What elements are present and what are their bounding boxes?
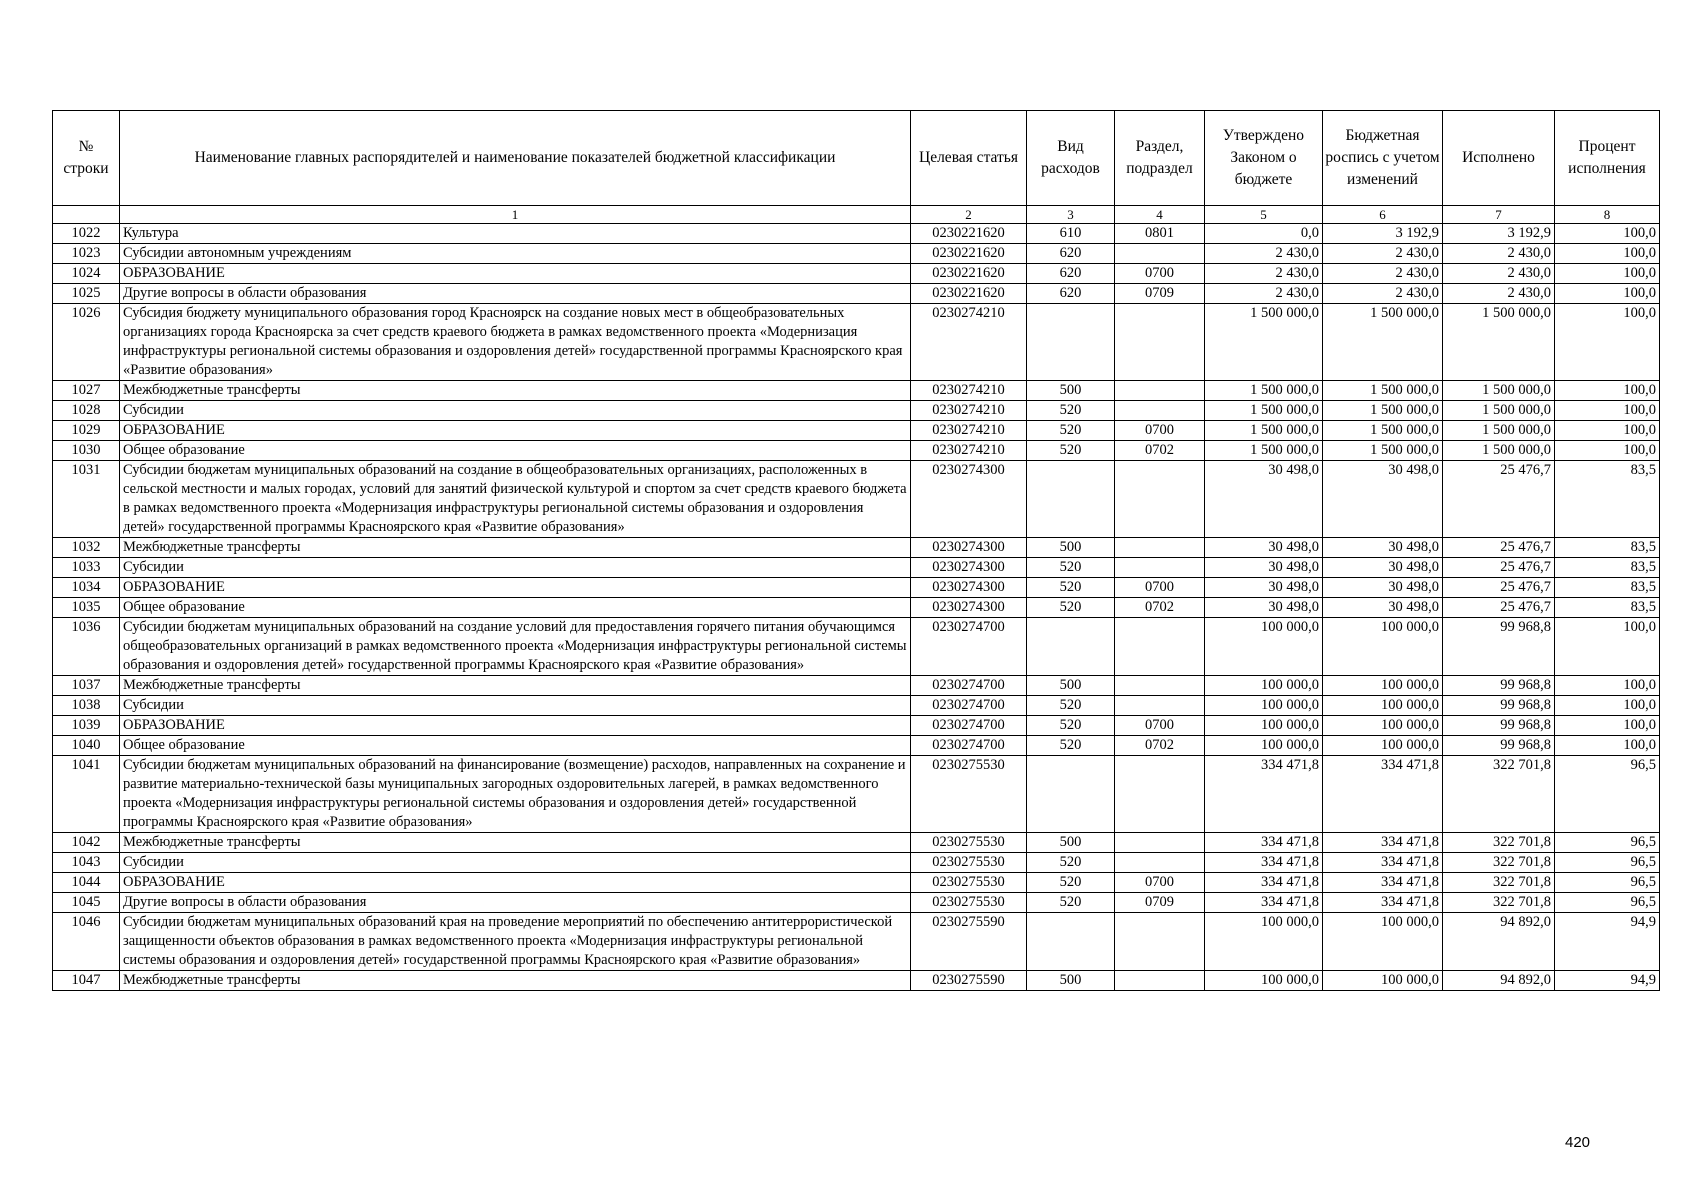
row-executed: 25 476,7 [1443,538,1555,558]
row-name: ОБРАЗОВАНИЕ [120,873,911,893]
row-executed: 322 701,8 [1443,833,1555,853]
row-section: 0709 [1115,893,1205,913]
row-planned: 3 192,9 [1323,224,1443,244]
row-section [1115,833,1205,853]
table-row [53,893,1660,913]
row-percent: 100,0 [1555,264,1660,284]
row-number: 1040 [53,736,120,756]
row-executed: 2 430,0 [1443,264,1555,284]
row-approved: 100 000,0 [1205,696,1323,716]
row-target-article: 0230275530 [911,833,1027,853]
row-number: 1041 [53,756,120,833]
table-row [53,971,1660,991]
row-target-article: 0230274300 [911,538,1027,558]
row-section: 0702 [1115,441,1205,461]
row-target-article: 0230274300 [911,598,1027,618]
table-row [53,833,1660,853]
row-number: 1025 [53,284,120,304]
column-number: 4 [1115,206,1205,224]
column-number: 8 [1555,206,1660,224]
row-approved: 100 000,0 [1205,618,1323,676]
table-row [53,913,1660,971]
row-name: ОБРАЗОВАНИЕ [120,578,911,598]
row-approved: 30 498,0 [1205,578,1323,598]
row-section [1115,304,1205,381]
row-percent: 100,0 [1555,244,1660,264]
row-planned: 100 000,0 [1323,913,1443,971]
row-number: 1034 [53,578,120,598]
row-approved: 334 471,8 [1205,833,1323,853]
row-planned: 30 498,0 [1323,578,1443,598]
row-section: 0702 [1115,598,1205,618]
row-expense-type: 500 [1027,381,1115,401]
row-executed: 99 968,8 [1443,618,1555,676]
row-name: Культура [120,224,911,244]
table-row [53,558,1660,578]
row-section [1115,696,1205,716]
table-row [53,736,1660,756]
row-name: Межбюджетные трансферты [120,381,911,401]
row-percent: 83,5 [1555,558,1660,578]
row-number: 1037 [53,676,120,696]
row-executed: 99 968,8 [1443,676,1555,696]
row-executed: 322 701,8 [1443,893,1555,913]
row-approved: 1 500 000,0 [1205,401,1323,421]
row-expense-type [1027,756,1115,833]
row-section: 0700 [1115,873,1205,893]
row-target-article: 0230274700 [911,716,1027,736]
row-name: ОБРАЗОВАНИЕ [120,421,911,441]
row-target-article: 0230275590 [911,971,1027,991]
row-executed: 322 701,8 [1443,873,1555,893]
row-number: 1023 [53,244,120,264]
header-target-article: Целевая статья [911,111,1027,206]
row-percent: 96,5 [1555,873,1660,893]
row-percent: 100,0 [1555,284,1660,304]
row-number: 1043 [53,853,120,873]
row-approved: 1 500 000,0 [1205,381,1323,401]
row-name: Межбюджетные трансферты [120,833,911,853]
row-executed: 94 892,0 [1443,913,1555,971]
row-executed: 3 192,9 [1443,224,1555,244]
row-approved: 0,0 [1205,224,1323,244]
row-planned: 30 498,0 [1323,461,1443,538]
row-section: 0801 [1115,224,1205,244]
row-planned: 1 500 000,0 [1323,401,1443,421]
page-number: 420 [1565,1134,1591,1151]
row-expense-type: 520 [1027,401,1115,421]
row-name: Общее образование [120,598,911,618]
row-expense-type [1027,304,1115,381]
row-section [1115,756,1205,833]
row-number: 1030 [53,441,120,461]
row-planned: 30 498,0 [1323,538,1443,558]
row-name: ОБРАЗОВАНИЕ [120,716,911,736]
row-name: Субсидии бюджетам муниципальных образований на создание в общеобразовательных организациях, расположенных в сельской местности и малых городах, условий для занятий физической культурой и спортом за счет средств краевого бюджета в рамках ведомственного проекта «Модернизация инфраструктуры региональной системы образования и оздоровления детей» государственной программы Красноярского края «Развитие образования» [120,461,911,538]
row-target-article: 0230274300 [911,558,1027,578]
row-name: Другие вопросы в области образования [120,893,911,913]
table-row [53,421,1660,441]
row-executed: 322 701,8 [1443,756,1555,833]
row-planned: 30 498,0 [1323,598,1443,618]
row-approved: 2 430,0 [1205,264,1323,284]
row-target-article: 0230275530 [911,756,1027,833]
row-name: Субсидии бюджетам муниципальных образований края на проведение мероприятий по обеспечению антитеррористической защищенности объектов образования в рамках ведомственного проекта «Модернизация инфраструктуры региональной системы образования и оздоровления детей» государственной программы Красноярского края «Развитие образования» [120,913,911,971]
row-percent: 100,0 [1555,618,1660,676]
row-expense-type: 610 [1027,224,1115,244]
row-section: 0700 [1115,264,1205,284]
row-approved: 30 498,0 [1205,538,1323,558]
row-section [1115,461,1205,538]
column-number: 1 [120,206,911,224]
row-executed: 94 892,0 [1443,971,1555,991]
column-number: 5 [1205,206,1323,224]
row-number: 1024 [53,264,120,284]
row-planned: 30 498,0 [1323,558,1443,578]
row-percent: 100,0 [1555,401,1660,421]
row-planned: 334 471,8 [1323,853,1443,873]
row-planned: 2 430,0 [1323,284,1443,304]
row-percent: 94,9 [1555,913,1660,971]
row-number: 1033 [53,558,120,578]
row-approved: 334 471,8 [1205,853,1323,873]
row-executed: 25 476,7 [1443,578,1555,598]
row-planned: 100 000,0 [1323,716,1443,736]
row-target-article: 0230221620 [911,264,1027,284]
header-row [53,111,1660,206]
row-executed: 1 500 000,0 [1443,441,1555,461]
row-expense-type: 520 [1027,873,1115,893]
row-planned: 100 000,0 [1323,696,1443,716]
row-planned: 2 430,0 [1323,244,1443,264]
row-section [1115,558,1205,578]
row-name: Межбюджетные трансферты [120,971,911,991]
row-executed: 25 476,7 [1443,598,1555,618]
column-number: 7 [1443,206,1555,224]
table-row [53,401,1660,421]
table-row [53,676,1660,696]
row-number: 1031 [53,461,120,538]
row-target-article: 0230274700 [911,618,1027,676]
row-section [1115,971,1205,991]
row-planned: 100 000,0 [1323,618,1443,676]
row-planned: 334 471,8 [1323,756,1443,833]
row-expense-type [1027,461,1115,538]
row-section: 0709 [1115,284,1205,304]
table-row [53,381,1660,401]
row-number: 1044 [53,873,120,893]
row-planned: 334 471,8 [1323,833,1443,853]
row-planned: 100 000,0 [1323,736,1443,756]
row-expense-type [1027,618,1115,676]
row-name: Субсидии бюджетам муниципальных образований на финансирование (возмещение) расходов, направленных на сохранение и развитие материально-технической базы муниципальных загородных оздоровительных лагерей, в рамках ведомственного проекта «Модернизация инфраструктуры региональной системы образования и оздоровления детей» государственной программы Красноярского края «Развитие образования» [120,756,911,833]
table-row [53,538,1660,558]
row-section: 0702 [1115,736,1205,756]
table-row [53,853,1660,873]
header-expense-type: Вид расходов [1027,111,1115,206]
column-number: 6 [1323,206,1443,224]
row-executed: 1 500 000,0 [1443,304,1555,381]
row-executed: 2 430,0 [1443,284,1555,304]
row-executed: 25 476,7 [1443,558,1555,578]
row-section: 0700 [1115,421,1205,441]
row-section: 0700 [1115,578,1205,598]
row-expense-type: 620 [1027,284,1115,304]
row-approved: 334 471,8 [1205,873,1323,893]
row-percent: 100,0 [1555,736,1660,756]
row-percent: 94,9 [1555,971,1660,991]
row-expense-type: 520 [1027,716,1115,736]
row-section [1115,618,1205,676]
row-number: 1029 [53,421,120,441]
row-approved: 30 498,0 [1205,558,1323,578]
table-row [53,304,1660,381]
row-percent: 100,0 [1555,421,1660,441]
row-percent: 83,5 [1555,578,1660,598]
row-section [1115,244,1205,264]
row-expense-type: 520 [1027,598,1115,618]
row-planned: 2 430,0 [1323,264,1443,284]
row-percent: 96,5 [1555,833,1660,853]
row-name: Субсидии [120,558,911,578]
row-expense-type: 500 [1027,971,1115,991]
row-executed: 322 701,8 [1443,853,1555,873]
column-numbers-row [53,206,1660,224]
row-approved: 100 000,0 [1205,971,1323,991]
row-expense-type: 520 [1027,696,1115,716]
header-section: Раздел, подраздел [1115,111,1205,206]
row-number: 1032 [53,538,120,558]
table-row [53,244,1660,264]
header-row-number: № строки [53,111,120,206]
row-section [1115,913,1205,971]
row-number: 1026 [53,304,120,381]
row-name: Субсидии бюджетам муниципальных образований на создание условий для предоставления горячего питания обучающимся общеобразовательных организаций в рамках ведомственного проекта «Модернизация инфраструктуры региональной системы образования и оздоровления детей» государственной программы Красноярского края «Развитие образования» [120,618,911,676]
row-target-article: 0230275590 [911,913,1027,971]
header-approved: Утверждено Законом о бюджете [1205,111,1323,206]
table-row [53,284,1660,304]
row-expense-type: 500 [1027,538,1115,558]
table-row [53,716,1660,736]
row-section [1115,401,1205,421]
table-row [53,264,1660,284]
row-percent: 96,5 [1555,756,1660,833]
header-budget-schedule: Бюджетная роспись с учетом изменений [1323,111,1443,206]
row-approved: 1 500 000,0 [1205,441,1323,461]
row-target-article: 0230274700 [911,736,1027,756]
table-row [53,598,1660,618]
row-percent: 83,5 [1555,538,1660,558]
row-expense-type: 520 [1027,441,1115,461]
row-percent: 83,5 [1555,461,1660,538]
row-expense-type: 500 [1027,676,1115,696]
row-target-article: 0230221620 [911,284,1027,304]
row-expense-type: 520 [1027,558,1115,578]
row-section [1115,853,1205,873]
row-number: 1027 [53,381,120,401]
row-number: 1047 [53,971,120,991]
row-executed: 1 500 000,0 [1443,381,1555,401]
table-body [53,224,1660,991]
row-percent: 100,0 [1555,676,1660,696]
row-target-article: 0230275530 [911,853,1027,873]
row-executed: 1 500 000,0 [1443,401,1555,421]
row-approved: 100 000,0 [1205,913,1323,971]
row-expense-type: 520 [1027,421,1115,441]
row-approved: 1 500 000,0 [1205,304,1323,381]
row-planned: 1 500 000,0 [1323,421,1443,441]
row-section [1115,538,1205,558]
row-planned: 1 500 000,0 [1323,304,1443,381]
row-planned: 1 500 000,0 [1323,441,1443,461]
row-section [1115,381,1205,401]
row-target-article: 0230274210 [911,441,1027,461]
row-approved: 1 500 000,0 [1205,421,1323,441]
row-approved: 30 498,0 [1205,598,1323,618]
row-approved: 30 498,0 [1205,461,1323,538]
column-number [53,206,120,224]
row-name: Субсидии автономным учреждениям [120,244,911,264]
row-percent: 100,0 [1555,441,1660,461]
row-percent: 96,5 [1555,893,1660,913]
table-row [53,578,1660,598]
budget-execution-table [52,110,1660,991]
row-target-article: 0230274210 [911,421,1027,441]
row-number: 1022 [53,224,120,244]
row-executed: 25 476,7 [1443,461,1555,538]
header-percent: Процент исполнения [1555,111,1660,206]
row-approved: 2 430,0 [1205,244,1323,264]
row-percent: 83,5 [1555,598,1660,618]
row-name: ОБРАЗОВАНИЕ [120,264,911,284]
row-expense-type: 620 [1027,264,1115,284]
row-approved: 334 471,8 [1205,893,1323,913]
row-target-article: 0230274700 [911,676,1027,696]
row-planned: 100 000,0 [1323,676,1443,696]
row-name: Субсидии [120,401,911,421]
row-name: Межбюджетные трансферты [120,676,911,696]
row-expense-type: 500 [1027,833,1115,853]
row-executed: 99 968,8 [1443,716,1555,736]
row-approved: 100 000,0 [1205,676,1323,696]
row-percent: 96,5 [1555,853,1660,873]
row-number: 1042 [53,833,120,853]
row-target-article: 0230275530 [911,873,1027,893]
table-row [53,461,1660,538]
row-name: Общее образование [120,441,911,461]
table-row [53,696,1660,716]
row-target-article: 0230274210 [911,381,1027,401]
row-executed: 99 968,8 [1443,696,1555,716]
row-name: Субсидии [120,696,911,716]
row-section: 0700 [1115,716,1205,736]
row-percent: 100,0 [1555,224,1660,244]
column-number: 3 [1027,206,1115,224]
row-name: Межбюджетные трансферты [120,538,911,558]
row-expense-type: 520 [1027,736,1115,756]
row-expense-type: 520 [1027,578,1115,598]
row-planned: 1 500 000,0 [1323,381,1443,401]
row-target-article: 0230221620 [911,224,1027,244]
column-number: 2 [911,206,1027,224]
row-planned: 100 000,0 [1323,971,1443,991]
row-number: 1036 [53,618,120,676]
row-section [1115,676,1205,696]
table-row [53,873,1660,893]
row-name: Субсидия бюджету муниципального образования город Красноярск на создание новых мест в общеобразовательных организациях города Красноярска за счет средств краевого бюджета в рамках ведомственного проекта «Модернизация инфраструктуры региональной системы образования и оздоровления детей» государственной программы Красноярского края «Развитие образования» [120,304,911,381]
row-number: 1038 [53,696,120,716]
row-approved: 100 000,0 [1205,736,1323,756]
row-executed: 99 968,8 [1443,736,1555,756]
header-name: Наименование главных распорядителей и наименование показателей бюджетной классификации [120,111,911,206]
row-executed: 1 500 000,0 [1443,421,1555,441]
row-expense-type: 520 [1027,893,1115,913]
row-percent: 100,0 [1555,381,1660,401]
row-name: Другие вопросы в области образования [120,284,911,304]
row-expense-type [1027,913,1115,971]
row-approved: 334 471,8 [1205,756,1323,833]
row-approved: 2 430,0 [1205,284,1323,304]
row-name: Субсидии [120,853,911,873]
row-name: Общее образование [120,736,911,756]
table-row [53,618,1660,676]
row-approved: 100 000,0 [1205,716,1323,736]
row-number: 1035 [53,598,120,618]
row-percent: 100,0 [1555,716,1660,736]
row-target-article: 0230274700 [911,696,1027,716]
row-number: 1046 [53,913,120,971]
row-target-article: 0230274210 [911,401,1027,421]
row-expense-type: 620 [1027,244,1115,264]
row-planned: 334 471,8 [1323,873,1443,893]
row-target-article: 0230274300 [911,461,1027,538]
row-target-article: 0230274210 [911,304,1027,381]
row-target-article: 0230221620 [911,244,1027,264]
row-number: 1045 [53,893,120,913]
table-row [53,441,1660,461]
row-number: 1039 [53,716,120,736]
row-target-article: 0230274300 [911,578,1027,598]
table-row [53,224,1660,244]
row-percent: 100,0 [1555,696,1660,716]
table-row [53,756,1660,833]
row-percent: 100,0 [1555,304,1660,381]
row-planned: 334 471,8 [1323,893,1443,913]
row-expense-type: 520 [1027,853,1115,873]
header-executed: Исполнено [1443,111,1555,206]
row-number: 1028 [53,401,120,421]
row-target-article: 0230275530 [911,893,1027,913]
row-executed: 2 430,0 [1443,244,1555,264]
